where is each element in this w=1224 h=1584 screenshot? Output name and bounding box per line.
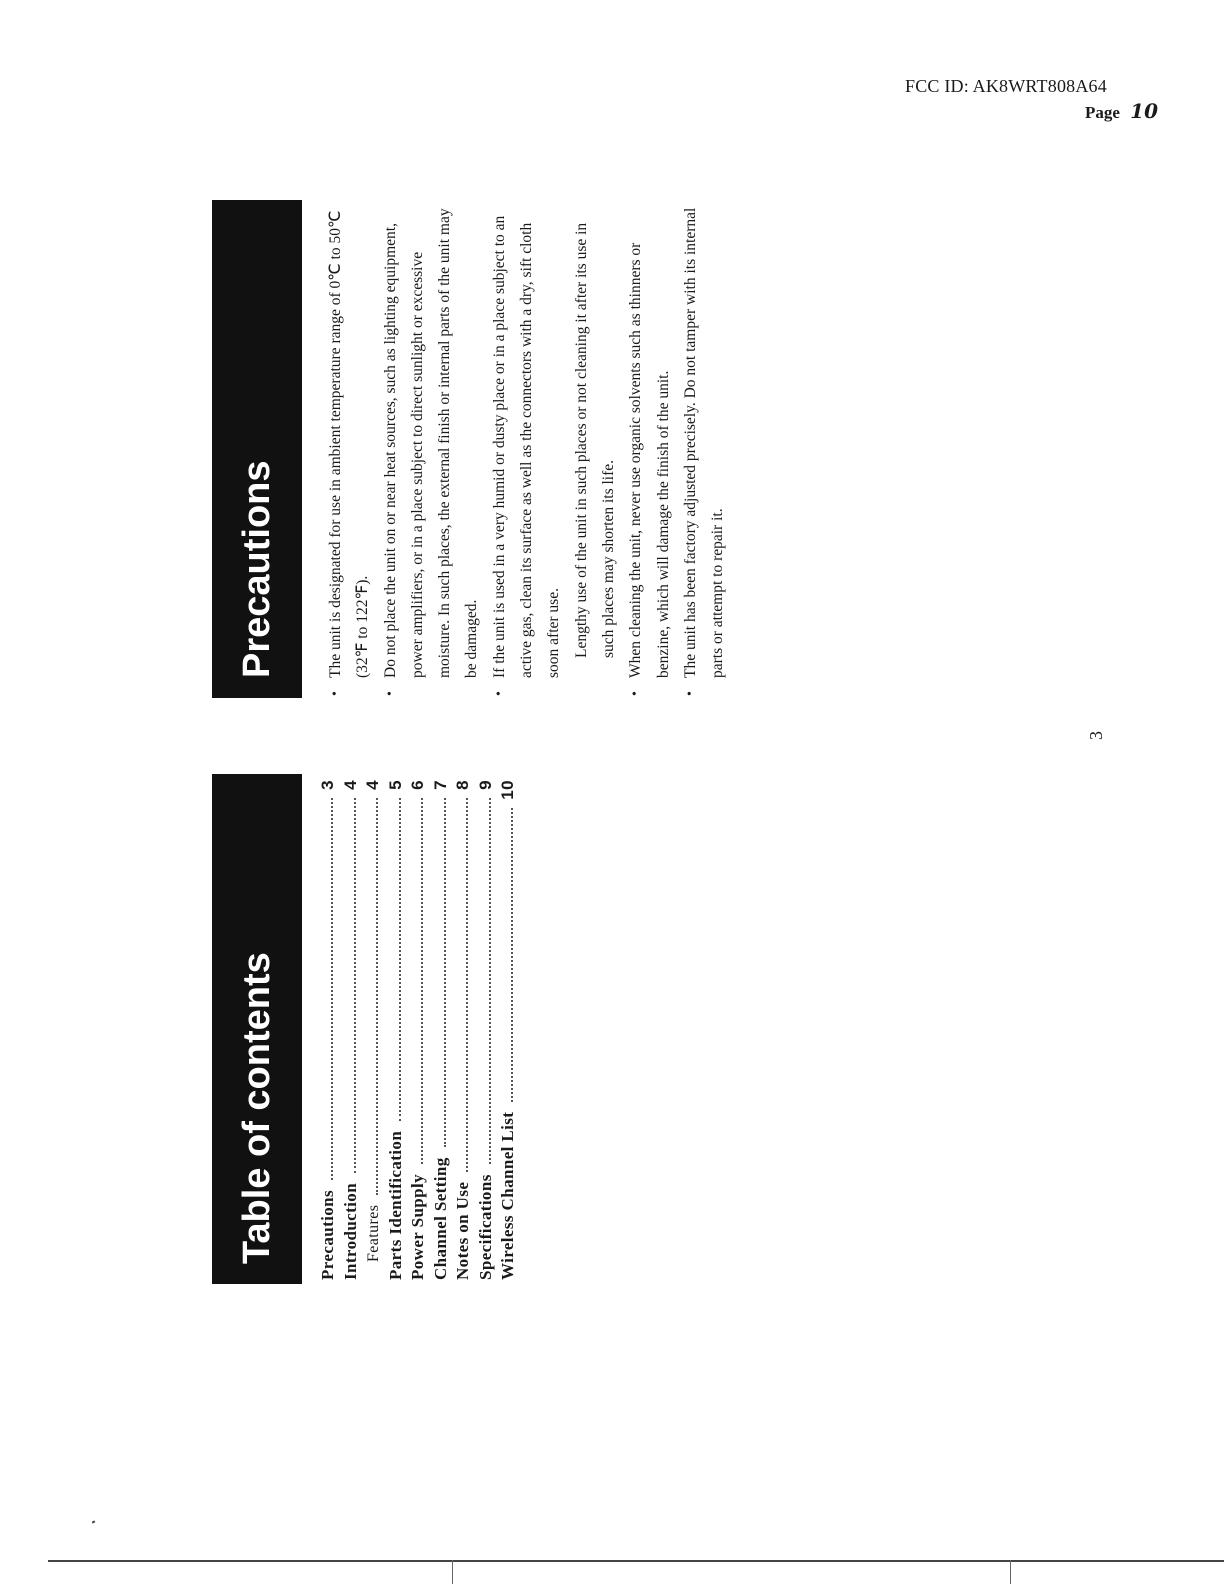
toc-entry-label: Introduction xyxy=(340,1182,360,1280)
scan-rule-tick xyxy=(452,1560,453,1584)
toc-leader-dots xyxy=(353,798,356,1173)
toc-entry-page: 3 xyxy=(318,780,337,790)
fcc-id-label: FCC ID: xyxy=(905,76,969,96)
toc-entry-page: 9 xyxy=(475,780,495,790)
toc-row xyxy=(498,780,521,1280)
toc-row xyxy=(476,780,499,1280)
toc-entry-label: Wireless Channel List xyxy=(498,1111,517,1280)
toc-leader-dots xyxy=(398,798,401,1121)
toc-leader-dots xyxy=(488,798,491,1164)
toc-entry-label: Specifications xyxy=(475,1174,495,1280)
precautions-heading: Precautions xyxy=(212,200,302,698)
fcc-id-value: AK8WRT808A64 xyxy=(972,76,1107,96)
toc-row xyxy=(318,780,341,1280)
precautions-list xyxy=(322,200,731,698)
table-of-contents xyxy=(212,774,760,1284)
precaution-item xyxy=(486,200,622,698)
toc-row xyxy=(341,780,364,1280)
scan-bottom-rule xyxy=(48,1560,1224,1562)
toc-row xyxy=(408,780,431,1280)
scan-speck xyxy=(92,1520,96,1523)
toc-entry-page: 10 xyxy=(498,780,517,800)
precaution-text: The unit has been factory adjusted precisely. Do not tamper with its internal parts or attempt to repair it. xyxy=(681,207,727,678)
toc-entry-label: Parts Identification xyxy=(385,1130,405,1280)
toc-entry-label: Notes on Use xyxy=(453,1181,472,1280)
toc-row xyxy=(431,780,454,1280)
spread-page-number: 3 xyxy=(1086,731,1106,740)
toc-leader-dots xyxy=(510,808,513,1102)
bullet-icon: • xyxy=(682,691,698,696)
precaution-text: When cleaning the unit, never use organic solvents such as thinners or benzine, which will damage the finish of the unit. xyxy=(627,242,672,678)
toc-row xyxy=(386,780,409,1280)
precaution-text: If the unit is used in a very humid or dusty place or in a place subject to an active gas, clean its surface as well as the connectors with a dry, sift cloth soon after use. xyxy=(490,215,563,678)
precaution-item xyxy=(377,200,486,698)
toc-heading: Table of contents xyxy=(212,774,302,1284)
toc-entry-page: 5 xyxy=(385,780,405,790)
scan-rule-tick xyxy=(1010,1560,1011,1584)
toc-leader-dots xyxy=(330,798,333,1180)
toc-entry-page: 4 xyxy=(363,780,382,790)
toc-entry-label: Channel Setting xyxy=(430,1157,450,1280)
fcc-stamp xyxy=(905,76,1175,123)
precaution-text: The unit is designated for use in ambient temperature range of 0℃ to 50℃ (32℉ to 122℉). xyxy=(327,210,372,678)
toc-entry-label: Precautions xyxy=(318,1189,337,1280)
bullet-icon: • xyxy=(382,691,398,696)
toc-leader-dots xyxy=(465,798,468,1172)
toc-leader-dots xyxy=(443,798,446,1147)
precaution-item xyxy=(677,200,732,698)
page-indicator xyxy=(905,99,1175,123)
toc-entry-page: 7 xyxy=(430,780,450,790)
precaution-note: Lengthy use of the unit in such places or not cleaning it after its use in such places may shorten its life. xyxy=(572,222,617,658)
bullet-icon: • xyxy=(491,691,507,696)
toc-entry-label: Features xyxy=(365,1204,382,1262)
toc-entry-page: 4 xyxy=(340,780,360,790)
toc-entry-label: Power Supply xyxy=(408,1173,427,1280)
bullet-icon: • xyxy=(328,691,343,696)
toc-leader-dots xyxy=(375,798,378,1195)
toc-entry-page: 8 xyxy=(453,780,472,790)
precaution-item xyxy=(622,200,677,698)
toc-list xyxy=(318,780,521,1280)
toc-row xyxy=(453,780,476,1280)
precautions-section xyxy=(212,200,760,698)
precaution-item xyxy=(322,200,377,698)
toc-entry-page: 6 xyxy=(408,780,427,790)
toc-leader-dots xyxy=(420,798,423,1164)
precaution-text: Do not place the unit on or near heat sources, such as lighting equipment, power amplifiers, or in a place subject to direct sunlight or excessive moisture. In such places, the external finish or internal parts of the unit may be damaged. xyxy=(381,208,481,678)
manual-spread xyxy=(212,200,760,1284)
bullet-icon: • xyxy=(628,691,644,696)
page-label: Page xyxy=(1084,103,1120,122)
page-number-handwritten: 10 xyxy=(1130,99,1158,123)
fcc-id-line xyxy=(905,76,1175,97)
toc-row xyxy=(363,780,386,1280)
